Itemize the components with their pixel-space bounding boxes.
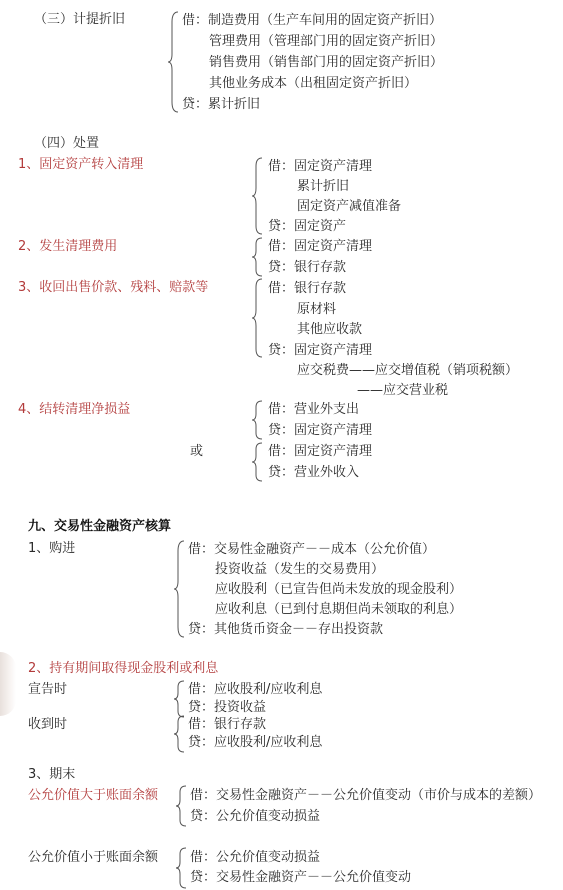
sec4-s1-label: 1、固定资产转入清理 bbox=[18, 157, 144, 172]
sec9-p2-sub2: 收到时 bbox=[28, 717, 68, 732]
sec4-s3-line: 应交税费——应交增值税（销项税额） bbox=[297, 363, 519, 378]
sec4-s4-line: 借：营业外支出 bbox=[268, 402, 360, 417]
sec3-line: 借：制造费用（生产车间用的固定资产折旧） bbox=[182, 13, 443, 28]
sec4-s3-brace bbox=[252, 279, 264, 357]
sec4-s3-line: 原材料 bbox=[297, 302, 337, 317]
sec9-p2-label: 2、持有期间取得现金股利或利息 bbox=[28, 661, 219, 676]
sec4-s1-line: 贷：固定资产 bbox=[268, 219, 347, 234]
sec9-p2-line: 贷：投资收益 bbox=[188, 700, 267, 715]
sec4-s3-label: 3、收回出售价款、残料、赔款等 bbox=[18, 280, 209, 295]
sec9-p2-brace-2 bbox=[174, 716, 186, 752]
sec9-title: 九、交易性金融资产核算 bbox=[28, 519, 172, 534]
sec9-p2-line: 借：应收股利/应收利息 bbox=[188, 682, 323, 697]
sec9-p1-label: 1、购进 bbox=[28, 541, 76, 556]
sec9-p3-line: 贷：交易性金融资产－－公允价值变动 bbox=[190, 870, 412, 885]
sec4-s2-line: 贷：银行存款 bbox=[268, 260, 347, 275]
sec9-p3-line: 借：交易性金融资产－－公允价值变动（市价与成本的差额） bbox=[190, 788, 542, 803]
sec4-s3-line: 贷：固定资产清理 bbox=[268, 343, 373, 358]
sec4-s3-line: 其他应收款 bbox=[297, 322, 363, 337]
sec4-s3-line: ——应交营业税 bbox=[357, 383, 449, 398]
sec4-s2-line: 借：固定资产清理 bbox=[268, 239, 373, 254]
sec9-p3-brace-1 bbox=[176, 786, 188, 826]
sec9-p1-brace bbox=[174, 541, 186, 637]
sec3-brace bbox=[168, 12, 180, 112]
sec9-p3-brace-2 bbox=[176, 848, 188, 888]
sec3-line: 贷：累计折旧 bbox=[182, 97, 261, 112]
sec4-s4-or: 或 bbox=[190, 444, 204, 459]
sec4-s4-line: 贷：固定资产清理 bbox=[268, 423, 373, 438]
sec9-p2-line: 贷：应收股利/应收利息 bbox=[188, 735, 323, 750]
sec9-p2-line: 借：银行存款 bbox=[188, 717, 267, 732]
sec4-s4-brace-1 bbox=[252, 401, 264, 439]
sec4-s2-brace bbox=[252, 238, 264, 276]
sec4-s4-brace-2 bbox=[252, 443, 264, 481]
sec9-p3-sub1: 公允价值大于账面余额 bbox=[28, 788, 159, 803]
sec4-s4-line: 贷：营业外收入 bbox=[268, 465, 360, 480]
sec3-line: 销售费用（销售部门用的固定资产折旧） bbox=[209, 55, 444, 70]
sec4-s1-brace bbox=[252, 158, 264, 234]
page-edge-mark bbox=[0, 652, 16, 716]
sec9-p2-brace-1 bbox=[174, 681, 186, 717]
sec3-line: 管理费用（管理部门用的固定资产折旧） bbox=[209, 34, 444, 49]
sec4-s1-line: 固定资产减值准备 bbox=[297, 199, 402, 214]
sec4-s1-line: 累计折旧 bbox=[297, 179, 350, 194]
sec9-p3-line: 借：公允价值变动损益 bbox=[190, 850, 321, 865]
sec3-title: （三）计提折旧 bbox=[34, 12, 126, 27]
sec9-p1-line: 投资收益（发生的交易费用） bbox=[215, 562, 385, 577]
sec9-p1-line: 应收利息（已到付息期但尚未领取的利息） bbox=[215, 602, 463, 617]
sec4-title: （四）处置 bbox=[34, 136, 100, 151]
sec9-p3-sub2: 公允价值小于账面余额 bbox=[28, 850, 159, 865]
sec9-p3-line: 贷：公允价值变动损益 bbox=[190, 809, 321, 824]
sec9-p1-line: 应收股利（已宣告但尚未发放的现金股利） bbox=[215, 582, 463, 597]
sec9-p3-label: 3、期末 bbox=[28, 767, 76, 782]
sec4-s3-line: 借：银行存款 bbox=[268, 281, 347, 296]
sec9-p1-line: 贷：其他货币资金－－存出投资款 bbox=[188, 622, 384, 637]
sec4-s1-line: 借：固定资产清理 bbox=[268, 159, 373, 174]
sec4-s2-label: 2、发生清理费用 bbox=[18, 239, 118, 254]
sec3-line: 其他业务成本（出租固定资产折旧） bbox=[209, 76, 418, 91]
sec9-p1-line: 借：交易性金融资产－－成本（公允价值） bbox=[188, 542, 436, 557]
sec4-s4-line: 借：固定资产清理 bbox=[268, 444, 373, 459]
sec9-p2-sub1: 宣告时 bbox=[28, 682, 68, 697]
sec4-s4-label: 4、结转清理净损益 bbox=[18, 402, 131, 417]
